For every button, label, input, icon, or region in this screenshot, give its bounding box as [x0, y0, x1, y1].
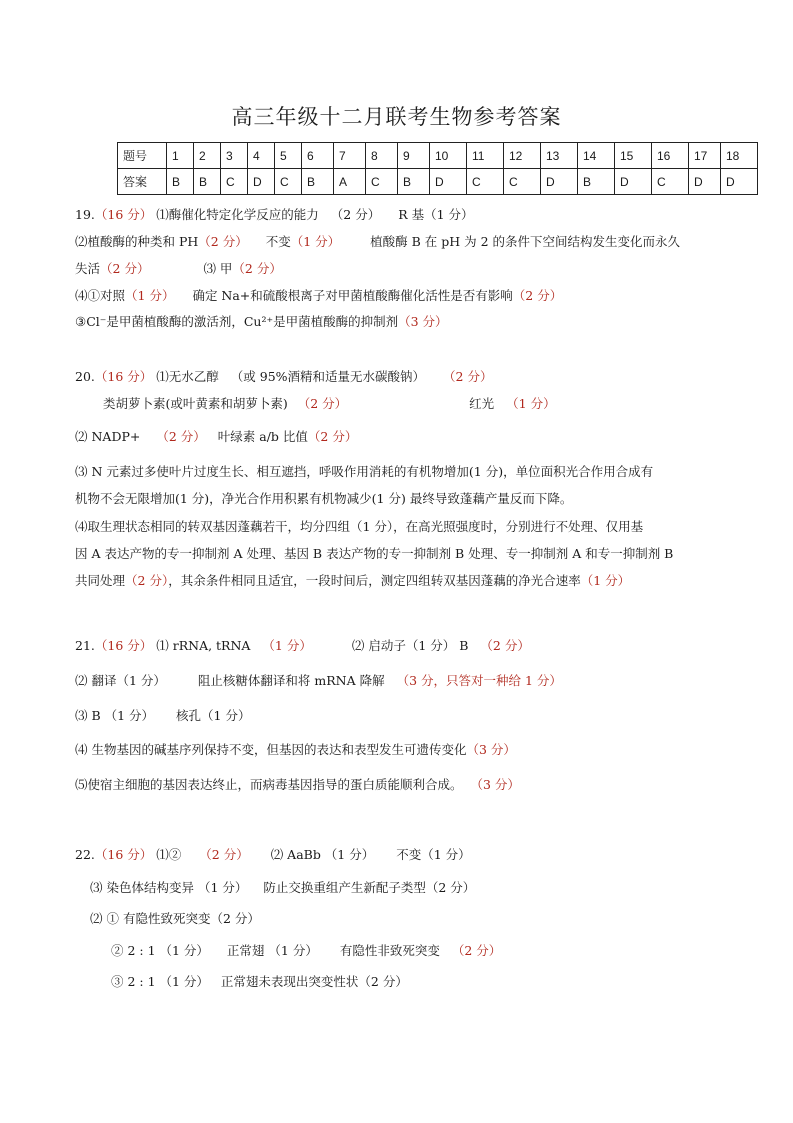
answer-table-number-cell: 15 — [615, 143, 652, 169]
q22-part3-answer: ⑶ 染色体结构变异 （1 分） — [90, 880, 248, 895]
q20-line-4: ⑶ N 元素过多使叶片过度生长、相互遮挡，呼吸作用消耗的有机物增加(1 分)，单位面积光合作用合成有 — [75, 464, 654, 479]
q19-part1-answer-b: R 基 — [398, 207, 425, 222]
q20-part4-answer-b: ，其余条件相同且适宜，一段时间后，测定四组转双基因蓬藕的净光合速率 — [168, 573, 581, 588]
q21-part1-answer: ⑴ rRNA, tRNA — [156, 638, 251, 653]
answer-table-number-cell: 12 — [504, 143, 541, 169]
q20-part1-answer-c: 红光 — [469, 396, 495, 411]
q22-part4-score-d: （2 分） — [451, 943, 502, 958]
q20-part1-score-b: （2 分） — [297, 396, 348, 411]
answer-table-answer-cell: B — [167, 169, 194, 195]
answer-table-answer-cell: C — [275, 169, 302, 195]
answer-table-number-cell: 18 — [721, 143, 758, 169]
answer-table-number-cell: 5 — [275, 143, 302, 169]
answer-table-answer-cell: C — [652, 169, 689, 195]
q20-part2-score: （2 分） — [156, 429, 206, 444]
q19-part3-answer: ⑶ 甲 — [203, 261, 233, 276]
q19-part2-answer-c: 植酸酶 B 在 pH 为 2 的条件下空间结构发生变化而永久 — [370, 234, 681, 249]
answer-table-number-cell: 2 — [194, 143, 221, 169]
q22-part1-score: （2 分） — [199, 847, 249, 862]
answer-table-number-cell: 8 — [366, 143, 398, 169]
q20-part1-alt: （或 95%酒精和适量无水碳酸钠） — [230, 369, 426, 384]
q21-total-score: （16 分） — [94, 638, 153, 653]
q21-part2-answer: ⑵ 启动子（1 分） B — [351, 638, 469, 653]
q20-line-5: 机物不会无限增加(1 分)，净光合作用积累有机物减少(1 分) 最终导致蓬藕产量反而下降。 — [75, 491, 573, 506]
answer-table-answer-cell: D — [689, 169, 721, 195]
q19-number: 19. — [75, 207, 95, 222]
q21-number: 21. — [75, 638, 95, 653]
q19-part4-answer: ⑷①对照 — [75, 288, 126, 303]
q19-part1-score-b: （1 分） — [424, 207, 474, 222]
answer-table-answer-cell: C — [467, 169, 504, 195]
answer-table-number-cell: 16 — [652, 143, 689, 169]
q21-part4-score: （3 分） — [466, 742, 516, 757]
page-title: 高三年级十二月联考生物参考答案 — [231, 105, 562, 129]
q19-line-3 — [75, 259, 282, 277]
q20-line-7: 因 A 表达产物的专一抑制剂 A 处理、基因 B 表达产物的专一抑制剂 B 处理、专一抑制剂 A 和专一抑制剂 B — [75, 546, 674, 561]
q22-part4-answer-e: ③ 2 : 1 （1 分） — [111, 974, 209, 989]
q19-line-4 — [75, 286, 562, 304]
q20-part4-score: （2 分） — [125, 573, 169, 588]
q21-part1-score: （1 分） — [262, 638, 312, 653]
q22-number: 22. — [75, 847, 95, 862]
q20-total-score: （16 分） — [94, 369, 153, 384]
answer-table-number-cell: 11 — [467, 143, 504, 169]
q22-part4-answer-d: 有隐性非致死突变 — [339, 943, 440, 958]
q19-line-2 — [75, 232, 680, 250]
q22-line-2 — [90, 878, 475, 896]
answer-table — [117, 142, 758, 195]
answer-table-answer-cell: B — [302, 169, 334, 195]
q19-part1-answer: ⑴酶催化特定化学反应的能力 — [156, 207, 319, 222]
answer-table-answer-cell: D — [430, 169, 467, 195]
q21-part2-score: （2 分） — [480, 638, 530, 653]
q22-part4-answer-c: 正常翅 （1 分） — [226, 943, 318, 958]
q20-line-1 — [75, 367, 492, 385]
q22-part1-answer: ⑴② — [156, 847, 182, 862]
q19-total-score: （16 分） — [94, 207, 153, 222]
answer-table-answer-label: 答案 — [118, 169, 167, 195]
q21-part5-answer: ⑸使宿主细胞的基因表达终止，而病毒基因指导的蛋白质能顺利合成。 — [75, 777, 463, 792]
answer-table-number-cell: 6 — [302, 143, 334, 169]
q20-part4-answer: 共同处理 — [75, 573, 126, 588]
answer-table-number-cell: 4 — [248, 143, 275, 169]
q20-part1-score-c: （1 分） — [506, 396, 556, 411]
answer-table-number-cell: 10 — [430, 143, 467, 169]
answer-table-number-cell: 7 — [334, 143, 366, 169]
q20-line-6: ⑷取生理状态相同的转双基因蓬藕若干，均分四组（1 分），在高光照强度时，分别进行不处理、仅用基 — [75, 519, 644, 534]
q20-line-8 — [75, 571, 630, 589]
answer-table-answer-cell: D — [721, 169, 758, 195]
q22-part4-answer-f: 正常翅未表现出突变性状（2 分） — [220, 974, 408, 989]
answer-table-answer-cell: B — [578, 169, 615, 195]
q19-part2-score-c: （2 分） — [100, 261, 150, 276]
q21-part3-answer-b: 核孔（1 分） — [176, 708, 251, 723]
q19-part4-answer-c: ③Cl⁻是甲菌植酸酶的激活剂，Cu²⁺是甲菌植酸酶的抑制剂 — [75, 314, 399, 329]
q22-line-5 — [111, 972, 408, 990]
q19-line-5 — [75, 312, 448, 330]
q22-part2-answer-b: 不变（1 分） — [396, 847, 471, 862]
q22-part2-answer: ⑵ AaBb （1 分） — [270, 847, 375, 862]
q19-part4-answer-b: 确定 Na+和硫酸根离子对甲菌植酸酶催化活性是否有影响 — [192, 288, 513, 303]
answer-table-number-cell: 14 — [578, 143, 615, 169]
answer-table-number-cell: 17 — [689, 143, 721, 169]
q21-line-5 — [75, 775, 520, 793]
q19-part1-score: （2 分） — [330, 207, 381, 222]
answer-table-answer-row — [118, 169, 758, 195]
q21-part2b-answer: ⑵ 翻译（1 分） — [75, 673, 166, 688]
q21-part2b-answer-b: 阻止核糖体翻译和将 mRNA 降解 — [197, 673, 385, 688]
q21-part5-score: （3 分） — [470, 777, 520, 792]
q19-part2-answer-b: 不变 — [265, 234, 291, 249]
q22-total-score: （16 分） — [94, 847, 153, 862]
q21-part2b-score: （3 分，只答对一种给 1 分） — [396, 673, 562, 688]
q20-part2-answer: ⑵ NADP+ — [75, 429, 141, 444]
q20-line-3 — [75, 427, 357, 445]
q21-part4-answer: ⑷ 生物基因的碱基序列保持不变，但基因的表达和表型发生可遗传变化 — [75, 742, 467, 757]
answer-table-answer-cell: B — [398, 169, 430, 195]
answer-table-answer-cell: D — [541, 169, 578, 195]
answer-table-answer-cell: C — [221, 169, 248, 195]
q20-part4-score-b: （1 分） — [580, 573, 631, 588]
answer-table-answer-cell: C — [366, 169, 398, 195]
q20-line-2 — [103, 394, 556, 412]
answer-table-answer-cell: C — [504, 169, 541, 195]
q19-part2-answer: ⑵植酸酶的种类和 PH — [75, 234, 199, 249]
q20-part1-score: （2 分） — [443, 369, 493, 384]
q20-part1-answer-b: 类胡萝卜素(或叶黄素和胡萝卜素) — [103, 396, 288, 411]
q22-line-1 — [75, 845, 471, 863]
q19-line-1 — [75, 205, 474, 223]
q19-part2-answer-c-cont: 失活 — [75, 261, 101, 276]
q19-part4-score-c: （3 分） — [398, 314, 448, 329]
answer-table-number-cell: 3 — [221, 143, 248, 169]
q19-part2-score: （2 分） — [198, 234, 248, 249]
q22-part4-answer: ⑵ ① 有隐性致死突变（2 分） — [90, 911, 260, 926]
answer-table-header-label: 题号 — [118, 143, 167, 169]
q21-line-3 — [75, 706, 250, 724]
q20-part2-score-b: （2 分） — [307, 429, 358, 444]
q22-part4-answer-b: ② 2 : 1 （1 分） — [111, 943, 209, 958]
answer-table-number-row — [118, 143, 758, 169]
q22-part3-answer-b: 防止交换重组产生新配子类型（2 分） — [263, 880, 476, 895]
answer-table-answer-cell: D — [615, 169, 652, 195]
answer-table-number-cell: 9 — [398, 143, 430, 169]
q21-line-2 — [75, 671, 562, 689]
q22-line-4 — [111, 941, 501, 959]
q19-part3-score: （2 分） — [232, 261, 282, 276]
answer-table-number-cell: 13 — [541, 143, 578, 169]
q21-part3-answer: ⑶ B （1 分） — [75, 708, 155, 723]
q21-line-1 — [75, 636, 530, 654]
q21-line-4 — [75, 740, 516, 758]
answer-table-answer-cell: D — [248, 169, 275, 195]
q20-part1-answer: ⑴无水乙醇 — [156, 369, 219, 384]
q20-part2-answer-b: 叶绿素 a/b 比值 — [217, 429, 308, 444]
q19-part2-score-b: （1 分） — [290, 234, 341, 249]
answer-table-number-cell: 1 — [167, 143, 194, 169]
q19-part4-score: （1 分） — [125, 288, 175, 303]
answer-table-answer-cell: B — [194, 169, 221, 195]
q20-number: 20. — [75, 369, 95, 384]
q22-line-3 — [90, 909, 260, 927]
answer-table-answer-cell: A — [334, 169, 366, 195]
q19-part4-score-b: （2 分） — [512, 288, 563, 303]
